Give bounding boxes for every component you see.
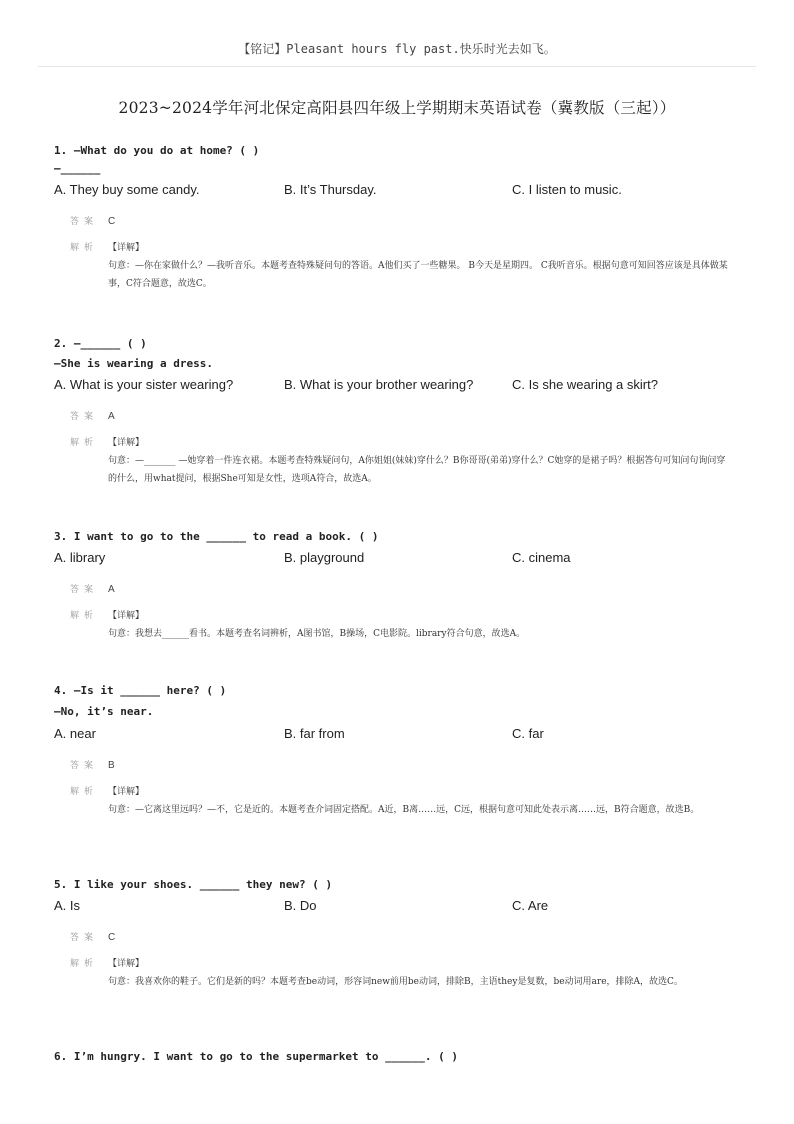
question-1 (54, 141, 744, 293)
analysis-label: 解析 (70, 243, 99, 253)
option-a: A. What is your sister wearing? (54, 377, 234, 392)
option-b: B. far from (284, 726, 345, 741)
header-motto: 【铭记】Pleasant hours fly past.快乐时光去如飞。 (238, 42, 556, 56)
answer-row (70, 213, 744, 231)
answer-label: 答案 (70, 933, 99, 943)
option-a: A. Is (54, 898, 81, 913)
question-stem-reply: —She is wearing a dress. (54, 357, 213, 370)
detail-label: 【详解】 (108, 959, 145, 969)
analysis-block (70, 955, 744, 991)
option-a: A. near (54, 726, 96, 741)
analysis-label: 解析 (70, 959, 99, 969)
analysis-label: 解析 (70, 438, 99, 448)
detail-label: 【详解】 (108, 438, 145, 448)
page-title: 2023~2024学年河北保定高阳县四年级上学期期末英语试卷（冀教版（三起）） (118, 99, 676, 117)
answer-row (70, 757, 744, 775)
question-stem-reply: —______ (54, 162, 101, 175)
question-stem: 3. I want to go to the ______ to read a book. ( ) (54, 530, 379, 543)
question-stem: 5. I like your shoes. ______ they new? ( ) (54, 878, 333, 891)
option-b: B. Do (284, 898, 317, 913)
explanation-text: 句意：我喜欢你的鞋子。它们是新的吗？本题考查be动词，形容词new前用be动词，排除B，主语they是复数，be动词用are，排除A，故选C。 (108, 977, 683, 987)
answer-label: 答案 (70, 585, 99, 595)
question-stem: 6. I’m hungry. I want to go to the supermarket to ______. ( ) (54, 1050, 458, 1063)
question-5 (54, 875, 744, 991)
answer-row (70, 581, 744, 599)
detail-label: 【详解】 (108, 787, 145, 797)
answer-value: C (108, 932, 116, 943)
detail-label: 【详解】 (108, 243, 145, 253)
question-2 (54, 334, 744, 488)
option-c: C. cinema (512, 550, 571, 565)
explanation-text: 句意：—你在家做什么？—我听音乐。本题考查特殊疑问句的答语。A他们买了一些糖果。 B今天是星期四。 C我听音乐。根据句意可知回答应该是具体做某事，C符合题意，故选C。 (108, 261, 728, 289)
detail-label: 【详解】 (108, 611, 145, 621)
answer-value: A (108, 584, 115, 595)
options-row (54, 723, 744, 747)
answer-row (70, 929, 744, 947)
question-6 (54, 1047, 744, 1067)
options-row (54, 374, 744, 398)
question-stem: 1. —What do you do at home? ( ) (54, 144, 260, 157)
explanation-text: 句意：—_______ —她穿着一件连衣裙。本题考查特殊疑问句，A你姐姐(妹妹)穿什么？B你哥哥(弟弟)穿什么？C她穿的是裙子吗？根据答句可知问句询问穿的什么，用what提问，根据She可知是女性，选项A符合，故选A。 (108, 456, 726, 484)
option-a: A. library (54, 550, 106, 565)
options-row (54, 547, 744, 571)
option-a: A. They buy some candy. (54, 182, 200, 197)
answer-value: A (108, 411, 115, 422)
question-stem: 4. —Is it ______ here? ( ) (54, 684, 227, 697)
answer-value: C (108, 216, 116, 227)
analysis-block (70, 434, 744, 488)
option-b: B. What is your brother wearing? (284, 377, 474, 392)
answer-label: 答案 (70, 412, 99, 422)
option-c: C. far (512, 726, 544, 741)
answer-label: 答案 (70, 761, 99, 771)
option-b: B. playground (284, 550, 365, 565)
answer-label: 答案 (70, 217, 99, 227)
analysis-label: 解析 (70, 787, 99, 797)
question-3 (54, 527, 744, 643)
analysis-block (70, 783, 744, 819)
answer-row (70, 408, 744, 426)
explanation-text: 句意：—它离这里远吗？—不，它是近的。本题考查介词固定搭配。A近，B离……远，C远，根据句意可知此处表示离……远，B符合题意，故选B。 (108, 805, 700, 815)
explanation-text: 句意：我想去______看书。本题考查名词辨析，A图书馆，B操场，C电影院。library符合句意，故选A。 (108, 629, 526, 639)
options-row (54, 179, 744, 203)
option-b: B. It’s Thursday. (284, 182, 377, 197)
option-c: C. Are (512, 898, 549, 913)
option-c: C. Is she wearing a skirt? (512, 377, 658, 392)
analysis-block (70, 239, 744, 293)
option-c: C. I listen to music. (512, 182, 622, 197)
analysis-block (70, 607, 744, 643)
answer-value: B (108, 760, 115, 771)
question-stem-reply: —No, it’s near. (54, 705, 154, 718)
question-stem: 2. —______ ( ) (54, 337, 147, 350)
options-row (54, 895, 744, 919)
question-4 (54, 681, 744, 819)
analysis-label: 解析 (70, 611, 99, 621)
header-divider (38, 66, 756, 67)
